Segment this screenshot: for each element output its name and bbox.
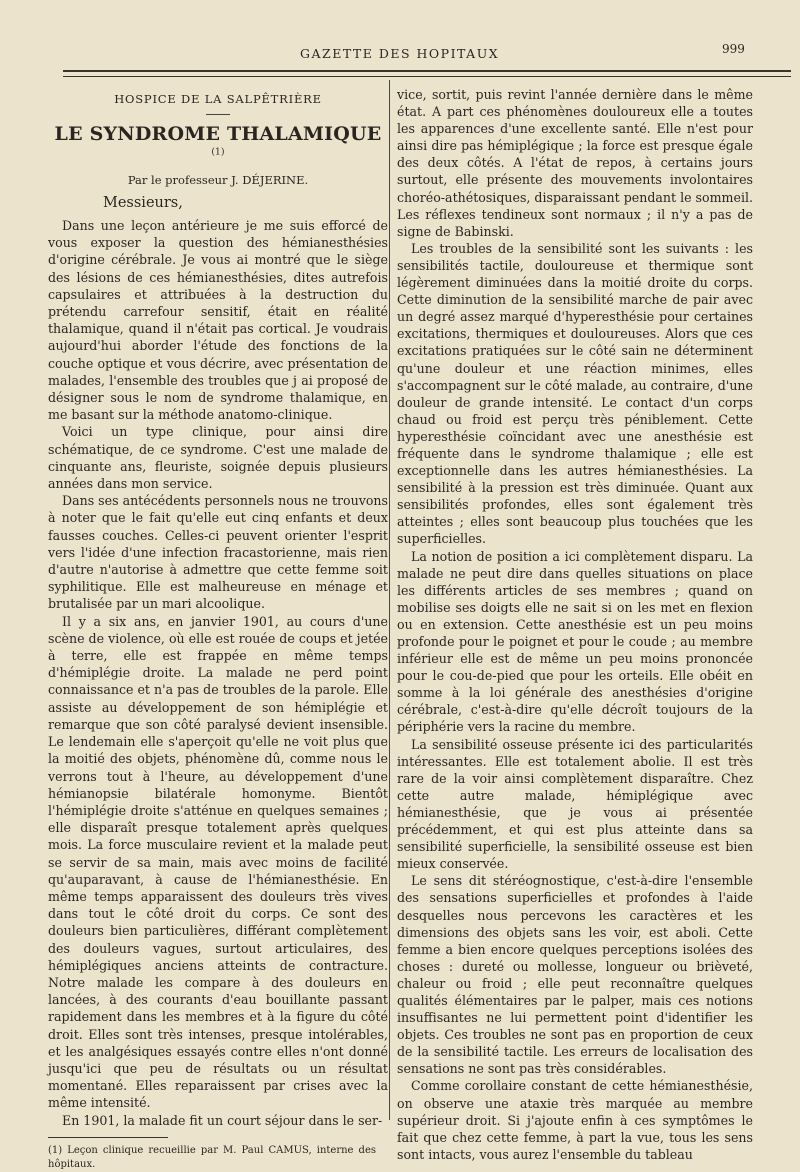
- footnote: (1) Leçon clinique recueillie par M. Paul CAMUS, interne des hôpitaux.: [48, 1144, 376, 1170]
- title-separator: [206, 114, 230, 115]
- paragraph: Les troubles de la sensibilité sont les suivants : les sensibilités tactile, douloureuse et thermique sont légèrement diminuées dans la moitié droite du corps. Cette diminution de la sensibilité marche de pair avec un degré assez marqué d'hyperesthésie pour certaines excitations, thermiques et douloureuses. Alors que ces excitations pratiquées sur le côté sain ne déterminent qu'une douleur et une réaction minimes, elles s'accompagnent sur le côté malade, au contraire, d'une douleur de grande intensité. Le contact d'un corps chaud ou froid est perçu très péniblement. Cette hyperesthésie coïncidant avec une anesthésie est fréquente dans le syndrome thalamique ; elle est exceptionnelle dans les autres hémianesthésies. La sensibilité à la pression est très diminuée. Quant aux sensibilités profondes, elles sont également très atteintes ; elles sont beaucoup plus touchées que les superficielles.: [397, 240, 753, 547]
- right-column: [397, 86, 753, 1163]
- paragraph: Voici un type clinique, pour ainsi dire schématique, de ce syndrome. C'est une malade de cinquante ans, fleuriste, soignée depuis plusieurs années dans mon service.: [48, 424, 388, 492]
- paragraph: La sensibilité osseuse présente ici des particularités intéressantes. Elle est totalement abolie. Il est très rare de la voir ainsi complètement disparaître. Chez cette autre malade, hémiplégique avec hémianesthésie, que je vous ai présentée précédemment, et qui est plus atteinte dans sa sensibilité superficielle, la sensibilité osseuse est bien mieux conservée.: [397, 736, 753, 872]
- paragraph: Il y a six ans, en janvier 1901, au cours d'une scène de violence, où elle est rouée de coups et jetée à terre, elle est frappée en même temps d'hémiplégie droite. La malade ne perd point connaissance et n'a pas de troubles de la parole. Elle assiste au développement de son hémiplégie et remarque que son côté paralysé devient insensible. Le lendemain elle s'aperçoit qu'elle ne voit plus que la moitié des objets, phénomène dû, comme nous le verrons tout à l'heure, au développement d'une hémianopsie bilatérale homonyme. Bientôt l'hémiplégie droite s'atténue en quelques semaines ; elle disparaît presque totalement après quelques mois. La force musculaire revient et la malade peut se servir de sa main, mais avec moins de facilité qu'auparavant, à cause de l'hémianesthésie. En même temps apparaissent des douleurs très vives dans tout le côté droit du corps. Ce sont des douleurs bien particulières, différant complètement des douleurs vagues, surtout articulaires, des hémiplégiques anciens atteints de contracture. Notre malade les compare à des douleurs en lancées, à des courants d'eau bouillante passant rapidement dans les membres et à la figure du côté droit. Elles sont très intenses, presque intolérables, et les analgésiques essayés contre elles n'ont donné jusqu'ici que peu de résultats ou un résultat momentané. Elles reparaissent par crises avec la même intensité.: [48, 613, 388, 1111]
- article-title-text: LE SYNDROME THALAMIQUE: [54, 123, 382, 145]
- header-rule: [63, 70, 791, 72]
- hospital-name: HOSPICE DE LA SALPÊTRIÈRE: [114, 92, 322, 106]
- left-column: [48, 86, 388, 1172]
- paragraph: La notion de position a ici complètement disparu. La malade ne peut dire dans quelles situations on place les différents articles de ses membres ; quand on mobilise ses doigts elle ne sait si on les met en flexion ou en extension. Cette anesthésie est un peu moins profonde pour le poignet et pour le coude ; au membre inférieur elle est de même un peu moins prononcée pour le cou-de-pied que pour les orteils. Elle obéit en somme à la loi générale des anesthésies d'origine cérébrale, c'est-à-dire qu'elle décroît toujours de la périphérie vers la racine du membre.: [397, 548, 753, 735]
- title-footnote-marker: (1): [211, 147, 225, 158]
- byline: Par le professeur J. DÉJERINE.: [127, 173, 309, 187]
- paragraph: Dans ses antécédents personnels nous ne trouvons à noter que le fait qu'elle eut cinq enfants et deux fausses couches. Celles-ci peuvent orienter l'esprit vers l'idée d'une infection fracastorienne, mais rien d'autre n'autorise à admettre que cette femme soit syphilitique. Elle est malheureuse en ménage et brutalisée par un mari alcoolique.: [48, 493, 388, 612]
- page-number: 999: [722, 42, 745, 56]
- salutation: Messieurs,: [103, 195, 183, 211]
- paragraph: Dans une leçon antérieure je me suis efforcé de vous exposer la question des hémianesthésies d'origine cérébrale. Je vous ai montré que le siège des lésions de ces hémianesthésies, dites autrefois capsulaires et attribuées à la destruction du prétendu carrefour sensitif, était en réalité thalamique, quand il n'était pas cortical. Je voudrais aujourd'hui aborder l'étude des fonctions de la couche optique et vous décrire, avec présentation de malades, l'ensemble des troubles que j ai proposé de désigner sous le nom de syndrome thalamique, en me basant sur la méthode anatomo-clinique.: [48, 218, 388, 423]
- article-title: [48, 123, 388, 167]
- paragraph: vice, sortit, puis revint l'année dernière dans le même état. A part ces phénomènes douloureux elle a toutes les apparences d'une excellente santé. Elle n'est pour ainsi dire pas hémiplégique ; la force est presque égale des deux côtés. A l'état de repos, à certains jours surtout, elle présente des mouvements involontaires choréo-athétosiques, disparaissant pendant le sommeil. Les réflexes tendineux sont normaux ; il n'y a pas de signe de Babinski.: [397, 87, 754, 239]
- column-divider: [389, 80, 390, 1120]
- paragraph: En 1901, la malade fit un court séjour dans le ser-: [62, 1112, 383, 1128]
- paragraph: Le sens dit stéréognostique, c'est-à-dire l'ensemble des sensations superficielles et profondes à l'aide desquelles nous percevons les caractères et les dimensions des objets sans les voir, est aboli. Cette femme a bien encore quelques perceptions isolées des choses : dureté ou mollesse, longueur ou brièveté, chaleur ou froid ; elle peut reconnaître quelques qualités élémentaires par le palper, mais ces notions insuffisantes ne lui permettent point d'identifier les objets. Ces troubles ne sont pas en proportion de ceux de la sensibilité tactile. Les erreurs de localisation des sensations ne sont pas très considérables.: [397, 873, 753, 1077]
- footnote-rule: [48, 1137, 168, 1138]
- running-head: GAZETTE DES HOPITAUX: [300, 46, 500, 61]
- paragraph: Comme corollaire constant de cette hémianesthésie, on observe une ataxie très marquée au membre supérieur droit. Si j'ajoute enfin à ces symptômes le fait que chez cette femme, à part la vue, tous les sens sont intacts, vous aurez l'ensemble du tableau: [397, 1078, 753, 1162]
- header-rule-thin: [63, 76, 791, 77]
